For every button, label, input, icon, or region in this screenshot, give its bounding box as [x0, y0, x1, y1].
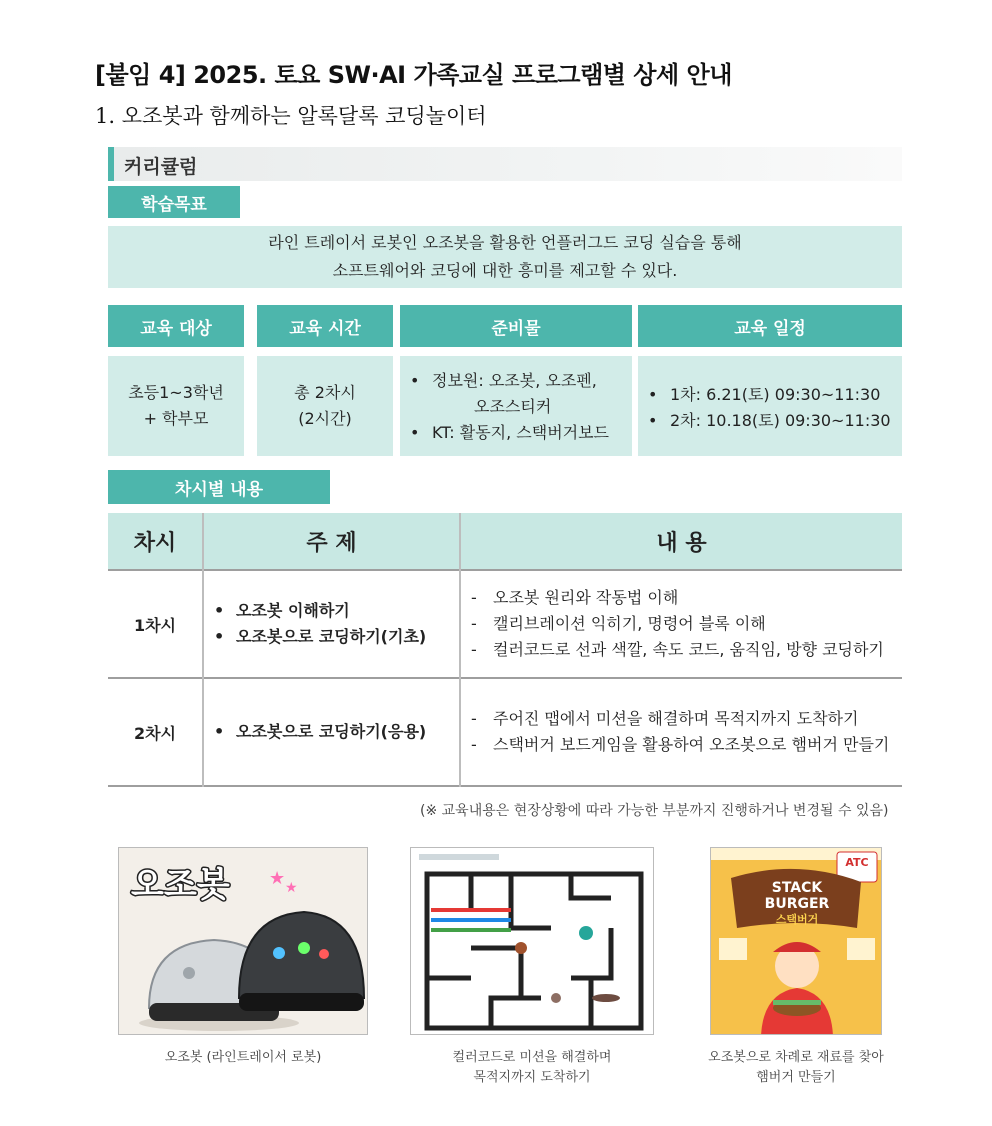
bullet-mark: • — [410, 371, 420, 390]
burger-logo-line: 스택버거 — [775, 913, 819, 926]
schedule-cell — [638, 356, 902, 456]
dash-mark: - — [471, 735, 477, 754]
content-text: 컬러코드로 선과 색깔, 속도 코드, 움직임, 방향 코딩하기 — [493, 640, 884, 659]
content-text: 캘리브레이션 익히기, 명령어 블록 이해 — [493, 614, 766, 633]
caption — [410, 1048, 654, 1088]
materials-text: KT: 활동지, 스택버거보드 — [432, 423, 610, 442]
schedule-text: 1차: 6.21(토) 09:30~11:30 — [670, 385, 881, 404]
time-cell — [257, 356, 393, 456]
goal-line: 소프트웨어와 코딩에 대한 흥미를 제고할 수 있다. — [332, 261, 678, 280]
content-text: 오조봇 원리와 작동법 이해 — [493, 588, 679, 607]
target-cell — [108, 356, 244, 456]
session-table — [108, 513, 902, 787]
time-line: 총 2차시 — [294, 383, 356, 402]
ozobot-image — [118, 847, 368, 1035]
content-item — [471, 611, 902, 637]
bullet-mark: • — [214, 722, 225, 741]
note-text: (※ 교육내용은 현장상황에 따라 가능한 부분까지 진행하거나 변경될 수 있음) — [420, 803, 889, 819]
goal-tag: 학습목표 — [108, 186, 240, 218]
content-text: 스택버거 보드게임을 활용하여 오조봇으로 햄버거 만들기 — [493, 735, 890, 754]
bullet-mark: • — [648, 411, 658, 430]
table-row — [108, 570, 902, 678]
materials-item — [410, 368, 632, 394]
materials-text: 정보원: 오조봇, 오조펜, — [432, 371, 597, 390]
time-line: (2시간) — [298, 409, 352, 428]
session-header-row — [108, 513, 902, 570]
content-item — [471, 637, 902, 663]
ozobot-illustration — [119, 848, 368, 1035]
stack-burger-image — [710, 847, 882, 1035]
materials-item — [410, 394, 632, 420]
content-item — [471, 732, 902, 758]
content-item — [471, 585, 902, 611]
bullet-mark: • — [648, 385, 658, 404]
caption — [700, 1048, 892, 1088]
section-title: 1. 오조봇과 함께하는 알록달록 코딩놀이터 — [95, 104, 487, 128]
topic-text: 오조봇으로 코딩하기(기초) — [236, 627, 427, 646]
schedule-item — [648, 382, 902, 408]
ozobot-logo-text: 오조봇 — [131, 865, 230, 905]
mission-map-image — [410, 847, 654, 1035]
burger-logo-line: BURGER — [764, 896, 830, 912]
topic-text: 오조봇으로 코딩하기(응용) — [236, 722, 427, 741]
header-session-no: 차시 — [108, 513, 203, 570]
caption-line: 햄버거 만들기 — [756, 1070, 836, 1085]
dash-mark: - — [471, 588, 477, 607]
curriculum-label: 커리큘럼 — [124, 156, 198, 178]
header-time: 교육 시간 — [257, 305, 393, 347]
dash-mark: - — [471, 709, 477, 728]
bullet-mark: • — [214, 627, 225, 646]
content-text: 주어진 맵에서 미션을 해결하며 목적지까지 도착하기 — [493, 709, 859, 728]
materials-cell — [400, 356, 632, 456]
topic-item — [214, 598, 459, 624]
burger-logo-line: STACK — [771, 880, 823, 896]
svg-text:★: ★ — [285, 880, 298, 896]
header-schedule: 교육 일정 — [638, 305, 902, 347]
atc-badge: ATC — [845, 856, 869, 869]
session-contents — [460, 678, 902, 786]
topic-text: 오조봇 이해하기 — [236, 601, 350, 620]
caption-line: 오조봇으로 차례로 재료를 찾아 — [708, 1050, 884, 1065]
session-no: 2차시 — [108, 678, 203, 786]
session-topics — [203, 570, 460, 678]
document-title: [붙임 4] 2025. 토요 SW·AI 가족교실 프로그램별 상세 안내 — [95, 61, 732, 89]
materials-item — [410, 420, 632, 446]
header-target: 교육 대상 — [108, 305, 244, 347]
header-materials: 준비물 — [400, 305, 632, 347]
header-topic: 주 제 — [203, 513, 460, 570]
content-item — [471, 706, 902, 732]
dash-mark: - — [471, 614, 477, 633]
session-no: 1차시 — [108, 570, 203, 678]
dash-mark: - — [471, 640, 477, 659]
stack-burger-illustration — [711, 848, 882, 1035]
schedule-text: 2차: 10.18(토) 09:30~11:30 — [670, 411, 891, 430]
topic-item — [214, 719, 459, 745]
mission-map-illustration — [411, 848, 654, 1035]
target-line: 초등1~3학년 — [128, 383, 224, 402]
session-topics — [203, 678, 460, 786]
goal-line: 라인 트레이서 로봇인 오조봇을 활용한 언플러그드 코딩 실습을 통해 — [268, 233, 742, 252]
header-content: 내 용 — [460, 513, 902, 570]
curriculum-bar — [108, 147, 902, 181]
bullet-mark: • — [410, 423, 420, 442]
caption-line: 목적지까지 도착하기 — [473, 1070, 591, 1085]
session-tag: 차시별 내용 — [108, 470, 330, 504]
target-line: + 학부모 — [143, 409, 209, 428]
caption-line: 컬러코드로 미션을 해결하며 — [452, 1050, 612, 1065]
goal-box — [108, 226, 902, 288]
schedule-item — [648, 408, 902, 434]
caption-line: 오조봇 (라인트레이서 로봇) — [164, 1050, 322, 1065]
svg-text:★: ★ — [269, 868, 286, 889]
bullet-mark: • — [214, 601, 225, 620]
topic-item — [214, 624, 459, 650]
table-row — [108, 678, 902, 786]
materials-text: 오조스티커 — [474, 397, 552, 416]
caption — [118, 1048, 368, 1068]
session-contents — [460, 570, 902, 678]
